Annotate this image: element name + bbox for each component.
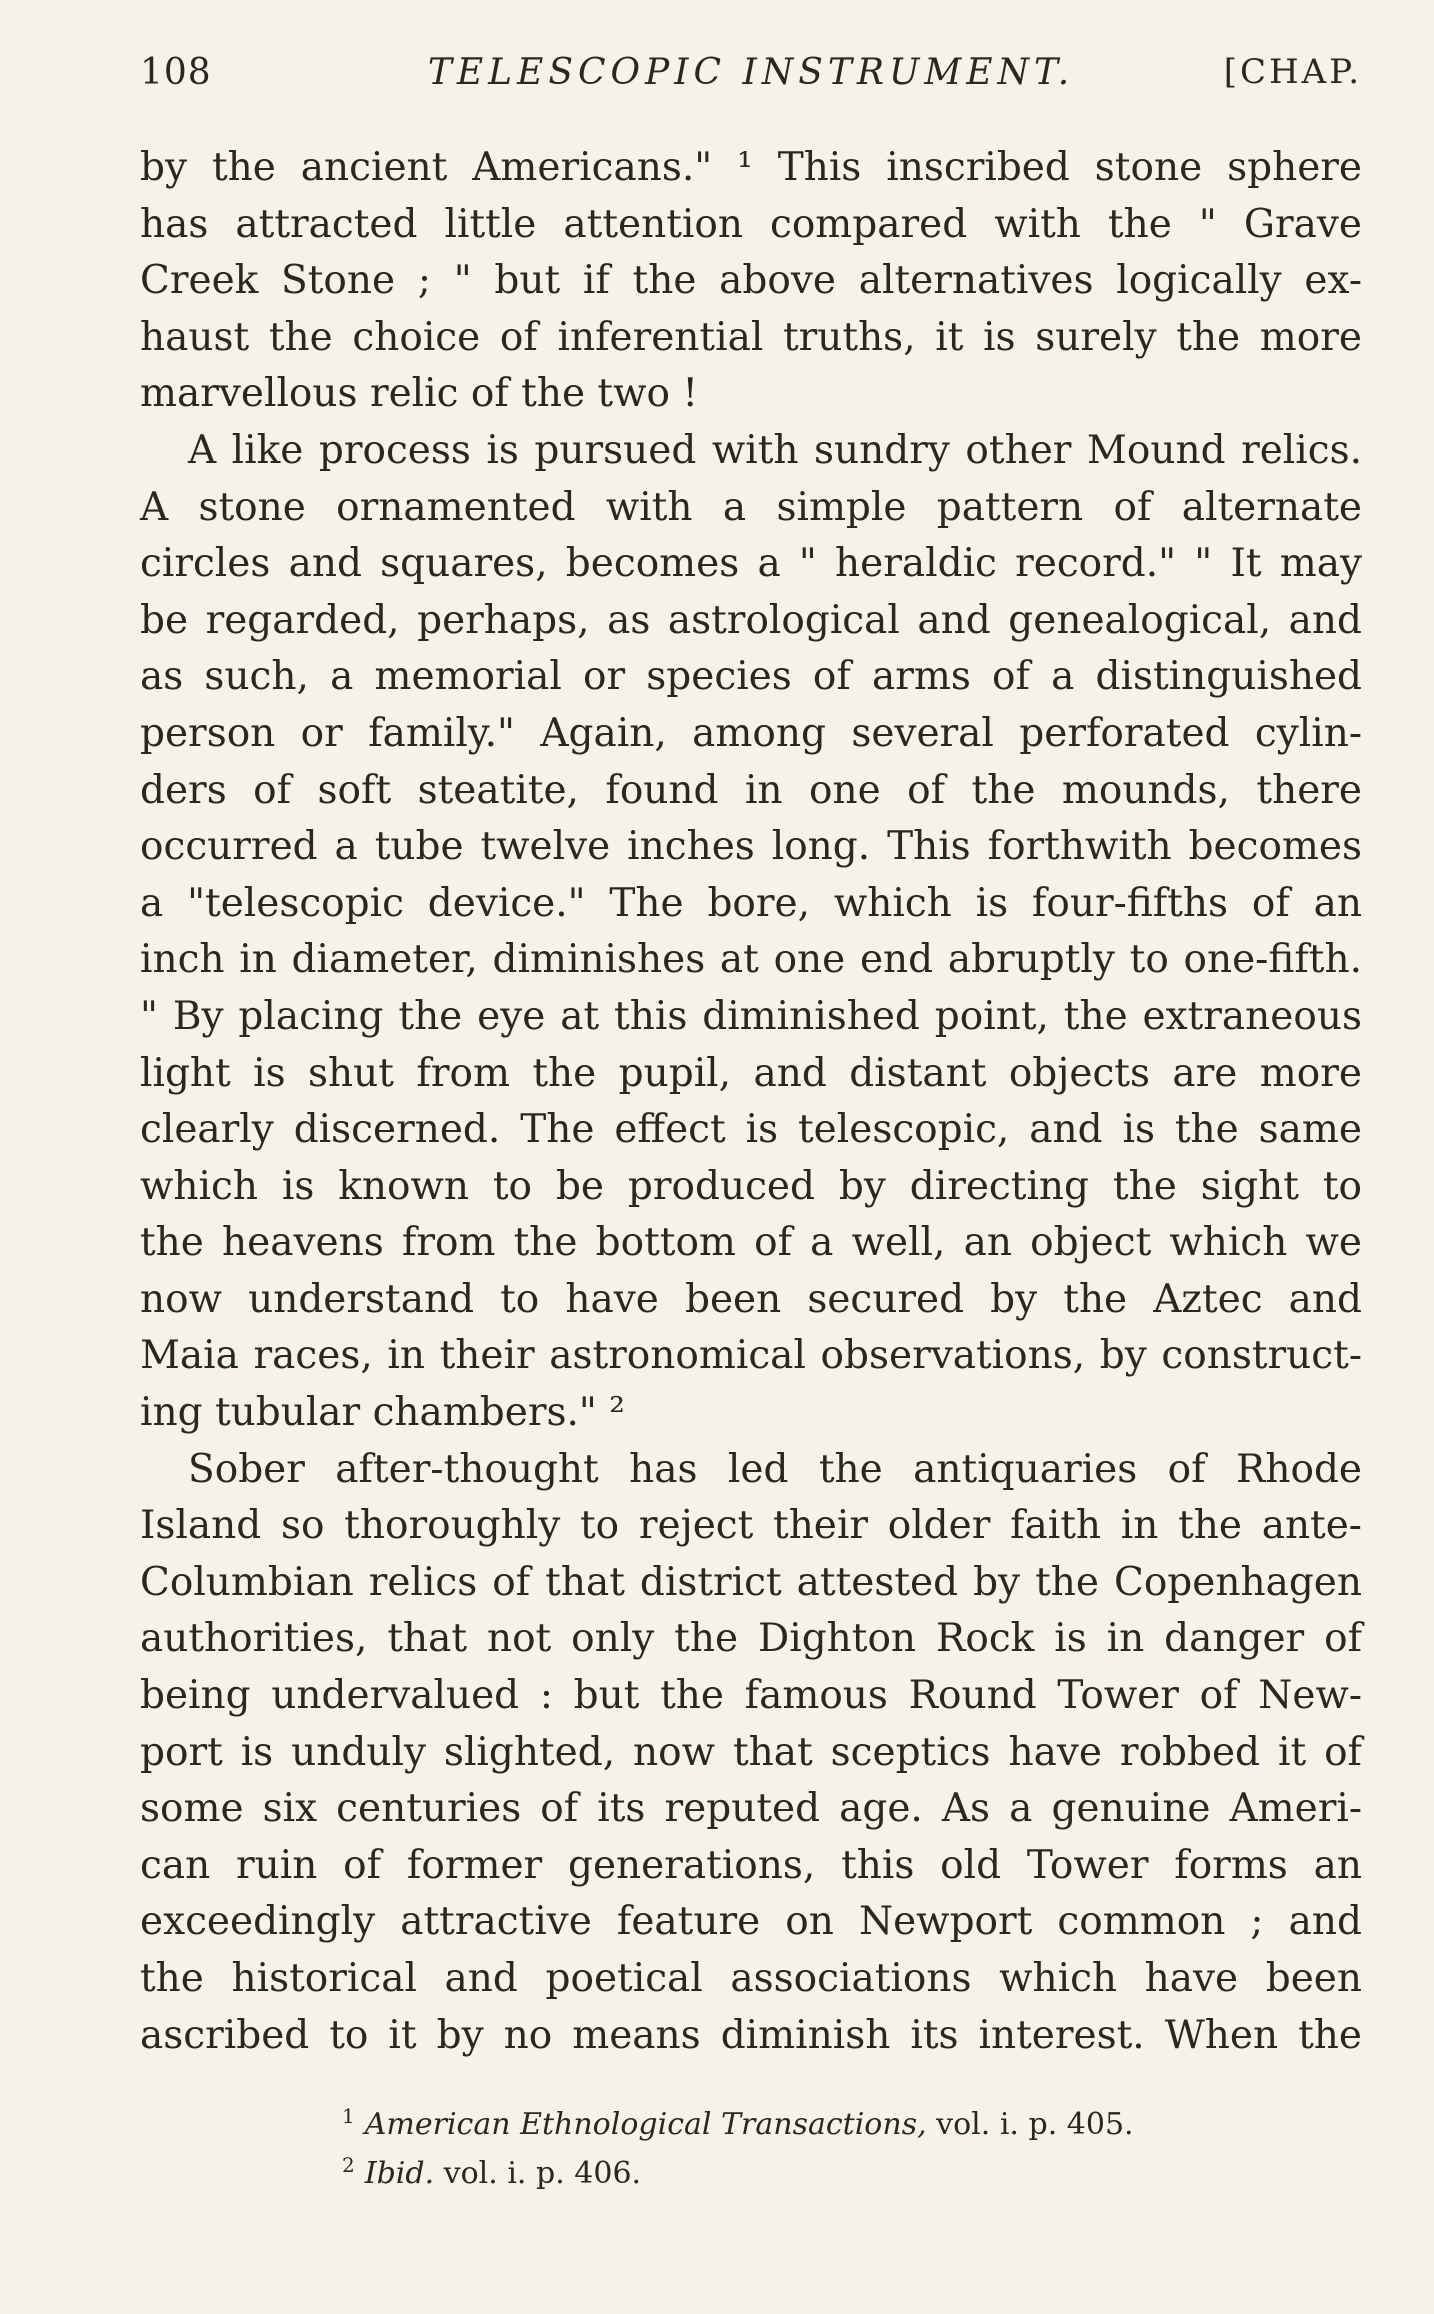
text-line: " By placing the eye at this diminished point, the extraneous <box>140 993 1362 1039</box>
text-line: some six centuries of its reputed age. As a genuine Ameri- <box>140 1786 1362 1832</box>
text-line: Maia races, in their astronomical observations, by construct- <box>140 1333 1362 1379</box>
text-line: as such, a memorial or species of arms of a distinguished <box>140 654 1362 700</box>
page-number: 108 <box>140 52 212 93</box>
text-line: person or family." Again, among several perforated cylin- <box>140 710 1362 756</box>
text-line: ders of soft steatite, found in one of the mounds, there <box>140 767 1362 813</box>
footnote-reference: vol. i. p. 405. <box>926 2107 1134 2142</box>
text-line: A like process is pursued with sundry other Mound relics. <box>188 427 1362 473</box>
text-line: now understand to have been secured by the Aztec and <box>140 1276 1362 1322</box>
footnote <box>342 2145 1242 2194</box>
text-line: circles and squares, becomes a " heraldic record." " It may <box>140 541 1362 587</box>
text-line: Sober after-thought has led the antiquaries of Rhode <box>188 1446 1362 1492</box>
text-line: marvellous relic of the two ! <box>140 371 699 417</box>
text-line: can ruin of former generations, this old Tower forms an <box>140 1842 1362 1888</box>
footnote-source-title: Ibid. <box>364 2156 435 2191</box>
running-header <box>140 52 1362 112</box>
text-line: Island so thoroughly to reject their older faith in the ante- <box>140 1503 1362 1549</box>
text-line: by the ancient Americans." ¹ This inscribed stone sphere <box>140 145 1362 190</box>
text-line: being undervalued : but the famous Round Tower of New- <box>140 1673 1362 1719</box>
text-line: authorities, that not only the Dighton Rock is in danger of <box>140 1616 1362 1662</box>
running-title: TELESCOPIC INSTRUMENT. <box>427 52 1075 93</box>
footnotes <box>342 2096 1242 2194</box>
text-line: Columbian relics of that district attested by the Copenhagen <box>140 1559 1362 1605</box>
body-text <box>140 140 1362 2064</box>
text-line: haust the choice of inferential truths, it is surely the more <box>140 314 1362 360</box>
text-line: be regarded, perhaps, as astrological and genealogical, and <box>140 597 1362 643</box>
footnote-source-title: American Ethnological Transactions, <box>364 2107 927 2142</box>
text-line: occurred a tube twelve inches long. This forthwith becomes <box>140 824 1362 870</box>
text-line: port is unduly slighted, now that sceptics have robbed it of <box>140 1729 1362 1775</box>
text-line: light is shut from the pupil, and distant objects are more <box>140 1050 1362 1096</box>
text-line: Creek Stone ; " but if the above alternatives logically ex- <box>140 258 1362 304</box>
footnote <box>342 2096 1242 2145</box>
text-line: which is known to be produced by directing the sight to <box>140 1163 1362 1209</box>
text-line: the heavens from the bottom of a well, an object which we <box>140 1220 1362 1266</box>
text-line: ing tubular chambers." ² <box>140 1390 625 1436</box>
footnote-marker: 2 <box>342 2153 355 2177</box>
text-line: clearly discerned. The effect is telescopic, and is the same <box>140 1107 1362 1153</box>
footnote-reference: vol. i. p. 406. <box>434 2156 642 2191</box>
text-line: the historical and poetical associations which have been <box>140 1956 1362 2001</box>
text-line: a "telescopic device." The bore, which is four-fifths of an <box>140 880 1362 926</box>
text-line: inch in diameter, diminishes at one end abruptly to one-fifth. <box>140 937 1362 983</box>
text-line: A stone ornamented with a simple pattern of alternate <box>140 484 1362 530</box>
footnote-marker: 1 <box>342 2104 355 2128</box>
text-line: ascribed to it by no means diminish its interest. When the <box>140 2012 1362 2058</box>
text-line: has attracted little attention compared with the " Grave <box>140 201 1362 247</box>
chapter-mark: [CHAP. <box>1223 52 1362 92</box>
text-line: exceedingly attractive feature on Newport common ; and <box>140 1899 1362 1945</box>
